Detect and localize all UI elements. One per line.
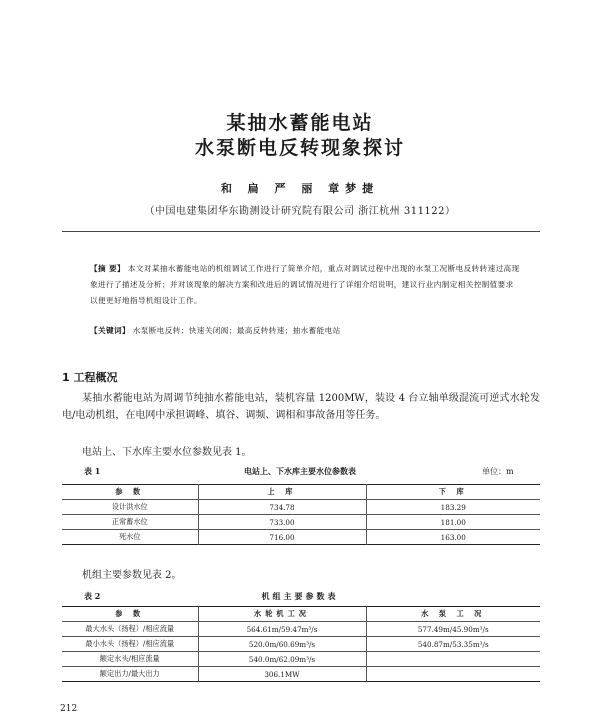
table2-header-row — [62, 607, 540, 622]
table-cell: 额定水头/相应流量 — [62, 652, 198, 667]
paragraph-2-text: 电站上、下水库主要水位参数见表 1。 — [82, 447, 252, 458]
table2-label: 表 2 — [84, 591, 101, 601]
table2 — [62, 606, 540, 682]
paragraph-3-text: 机组主要参数见表 2。 — [82, 570, 182, 581]
table-cell: 733.00 — [198, 515, 366, 530]
paper-title-line2: 水泵断电反转现象探讨 — [194, 137, 405, 159]
table-row — [62, 530, 540, 545]
section-paragraph-3 — [62, 567, 540, 584]
table-cell: 设计洪水位 — [62, 500, 198, 515]
table1-header-cell: 参 数 — [62, 485, 198, 500]
page-number: 212 — [60, 704, 78, 714]
table1-unit: 单位：m — [482, 467, 514, 476]
table-cell: 最小水头（扬程）/相应流量 — [62, 637, 198, 652]
paragraph-1-text: 某抽水蓄能电站为周调节纯抽水蓄能电站，装机容量 1200MW，装设 4 台立轴单级混流可逆式水轮发电/电动机组，在电网中承担调峰、填谷、调频、调相和事故备用等任务。 — [62, 393, 540, 421]
table1-header-cell: 下 库 — [366, 485, 540, 500]
table-row — [62, 622, 540, 637]
paper-title-line1: 某抽水蓄能电站 — [226, 112, 374, 134]
table1-header-cell: 上 库 — [198, 485, 366, 500]
table-cell: 520.0m/60.69m³/s — [198, 637, 366, 652]
table2-header-cell: 水轮机工况 — [198, 607, 366, 622]
table-cell: 734.78 — [198, 500, 366, 515]
keywords — [90, 325, 520, 336]
table-cell: 716.00 — [198, 530, 366, 545]
section-paragraph-2 — [62, 444, 540, 461]
keywords-label: 【关键词】 — [90, 326, 130, 335]
header-rule — [62, 231, 540, 232]
affiliation: （中国电建集团华东勘测设计研究院有限公司 浙江杭州 311122） — [144, 206, 456, 217]
keywords-text: 水泵断电反转；快速关闭阀；最高反转转速；抽水蓄能电站 — [132, 326, 341, 335]
abstract-label: 【摘 要】 — [90, 264, 126, 273]
table-row — [62, 637, 540, 652]
table-cell: 577.49m/45.90m³/s — [366, 622, 540, 637]
table-cell — [366, 667, 540, 682]
table-cell: 181.00 — [366, 515, 540, 530]
table-cell: 死水位 — [118, 532, 141, 541]
table-cell — [366, 652, 540, 667]
section-heading: 1 工程概况 — [62, 371, 118, 384]
table-row — [62, 652, 540, 667]
table2-header-cell: 水 泵 工 况 — [366, 607, 540, 622]
table-cell: 163.00 — [366, 530, 540, 545]
abstract — [90, 261, 520, 309]
table-cell: 额定出力/最大出力 — [99, 669, 160, 678]
table2-caption: 机组主要参数表 — [261, 591, 339, 601]
table-cell: 540.87m/53.35m³/s — [366, 637, 540, 652]
table-cell: 540.0m/62.09m³/s — [198, 652, 366, 667]
section-paragraph-1 — [62, 390, 540, 424]
authors: 和 扁 严 丽 章梦捷 — [220, 182, 380, 195]
table1-header-row — [62, 485, 540, 500]
table-row — [62, 515, 540, 530]
table1 — [62, 484, 540, 545]
table-cell: 最大水头（扬程）/相应流量 — [62, 622, 198, 637]
table-row — [62, 500, 540, 515]
table1-caption: 电站上、下水库主要水位参数表 — [244, 466, 356, 476]
abstract-text: 本文对某抽水蓄能电站的机组调试工作进行了简单介绍，重点对调试过程中出现的水泵工况断电反转转速过高现象进行了描述及分析；并对该现象的解决方案和改进后的调试情况进行了详细介绍说明，建议行业内制定相关控制值要求以便更好地指导机组设计工作。 — [90, 264, 520, 305]
table-row — [62, 667, 540, 682]
table-cell: 183.29 — [366, 500, 540, 515]
table-cell: 正常蓄水位 — [62, 515, 198, 530]
table2-header-cell: 参 数 — [62, 607, 198, 622]
table1-label: 表 1 — [84, 466, 101, 476]
table-cell: 564.61m/59.47m³/s — [198, 622, 366, 637]
table-cell: 306.1MW — [198, 667, 366, 682]
